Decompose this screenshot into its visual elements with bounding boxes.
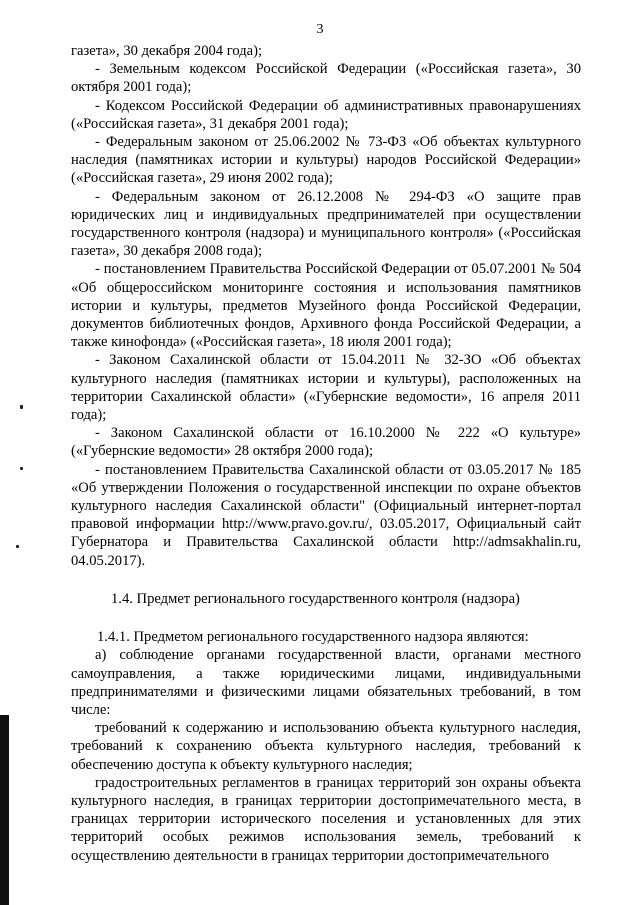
paragraph: - постановлением Правительства Сахалинской области от 03.05.2017 № 185 «Об утверждении Положения о государственной инспекции по охране объектов культурного наследия Сахалинской области" (Официальный интернет-портал правовой информации http://www.pravo.gov.ru/, 03.05.2017, Официальный сайт Губернатора и Правительства Сахалинской области http://admsakhalin.ru, 04.05.2017). xyxy=(71,461,581,569)
scan-speck xyxy=(20,467,23,470)
paragraph: - Федеральным законом от 25.06.2002 № 73-ФЗ «Об объектах культурного наследия (памятниках истории и культуры) народов Российской Федерации» («Российская газета», 29 июня 2002 года); xyxy=(71,134,581,187)
paragraph: - Федеральным законом от 26.12.2008 № 294-ФЗ «О защите прав юридических лиц и индивидуальных предпринимателей при осуществлении государственного контроля (надзора) и муниципального контроля» («Российская газета», 30 декабря 2008 года); xyxy=(71,188,581,260)
paragraph: а) соблюдение органами государственной власти, органами местного самоуправления, а также юридическими лицами, индивидуальными предпринимателями и физическими лицами обязательных требований, в том числе: xyxy=(71,647,581,718)
subsection-heading: 1.4.1. Предметом регионального государственного надзора являются: xyxy=(97,629,529,646)
paragraph: требований к содержанию и использованию объекта культурного наследия, требований к сохранению объекта культурного наследия, требований к обеспечению доступа к объекту культурного наследия; xyxy=(71,720,581,773)
scan-speck xyxy=(20,405,23,409)
paragraph: - Законом Сахалинской области от 15.04.2011 № 32-ЗО «Об объектах культурного наследия (памятниках истории и культуры), расположенных на территории Сахалинской области» («Губернские ведомости», 16 апреля 2011 года); xyxy=(71,352,581,424)
scan-speck xyxy=(16,545,19,548)
paragraph: - Кодексом Российской Федерации об административных правонарушениях («Российская газета», 31 декабря 2001 года); xyxy=(71,97,581,132)
page-number: 3 xyxy=(316,22,324,37)
paragraph: - постановлением Правительства Российской Федерации от 05.07.2001 № 504 «Об общероссийском мониторинге состояния и использования памятников истории и культуры, предметов Музейного фонда Российской Федерации, документов библиотечных фондов, Архивного фонда Российской Федерации, а также кинофонда» («Российская газета», 18 июля 2001 года); xyxy=(71,261,581,351)
scan-edge-shadow xyxy=(0,715,9,905)
paragraph: градостроительных регламентов в границах территорий зон охраны объекта культурного наследия, в границах территории достопримечательного места, в границах территории исторического поселения и установленных для этих территорий особых режимов использования земель, требований к осуществлению деятельности в границах территории достопримечательного xyxy=(71,774,581,864)
section-heading: 1.4. Предмет регионального государственного контроля (надзора) xyxy=(111,590,520,607)
document-body xyxy=(71,42,581,865)
paragraph: газета», 30 декабря 2004 года); xyxy=(71,43,263,59)
paragraph: - Законом Сахалинской области от 16.10.2000 № 222 «О культуре» («Губернские ведомости» 28 октября 2000 года); xyxy=(71,425,581,460)
paragraph: - Земельным кодексом Российской Федерации («Российская газета», 30 октября 2001 года); xyxy=(71,61,581,96)
